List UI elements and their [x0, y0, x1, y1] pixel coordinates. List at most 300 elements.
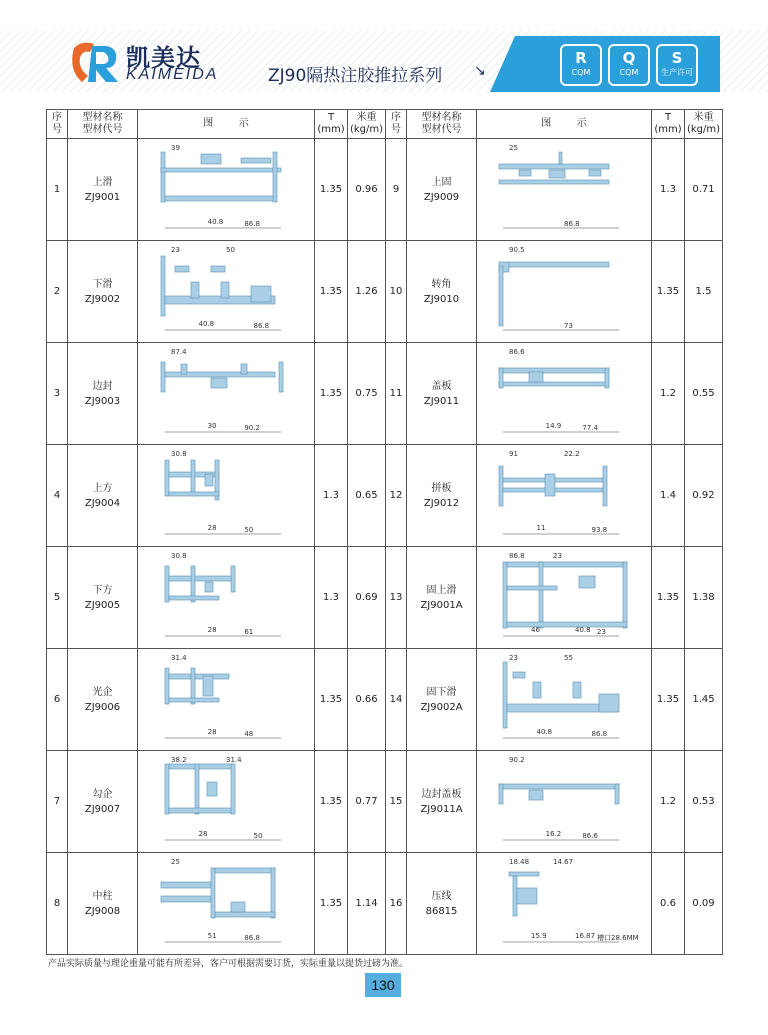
dimension-label: 23: [171, 245, 180, 254]
header-name: [68, 110, 138, 139]
dimension-label: 86.8: [244, 219, 260, 228]
thickness-cell: 1.35: [315, 649, 348, 751]
dimension-label: 40.8: [536, 727, 553, 736]
profile-part: [215, 912, 275, 917]
header-weight: [348, 110, 386, 139]
seq-cell: 5: [47, 547, 68, 649]
dimension-label: 86.8: [509, 551, 525, 560]
profile-part: [231, 566, 235, 592]
dimension-label: 25: [171, 857, 180, 866]
profile-name: 下方: [92, 584, 113, 596]
profile-part: [161, 882, 211, 888]
profile-part: [251, 286, 271, 302]
profile-code: ZJ9011A: [420, 803, 463, 815]
dimension-label: 90.2: [509, 755, 525, 764]
profile-part: [499, 784, 503, 804]
profile-part: [599, 694, 619, 712]
profile-part: [529, 790, 543, 800]
dimension-label: 23: [597, 627, 606, 636]
profile-part: [509, 262, 609, 267]
profile-part: [169, 674, 229, 679]
dimension-label: 38.2: [171, 755, 187, 764]
profile-name: 中柱: [92, 890, 113, 902]
seq-cell: 2: [47, 241, 68, 343]
profile-part: [169, 596, 219, 600]
table-row: [47, 649, 723, 751]
weight-cell: 0.09: [685, 853, 723, 955]
dimension-label: 61: [244, 627, 254, 636]
dimension-label: 50: [226, 245, 235, 254]
profile-part: [559, 152, 562, 164]
profile-part: [589, 170, 601, 176]
profile-part: [529, 372, 543, 382]
profile-code: ZJ9001A: [420, 599, 463, 611]
weight-cell: 0.55: [685, 343, 723, 445]
name-cell: [407, 139, 477, 241]
header-figure-label: 图 示: [541, 118, 587, 129]
profile-part: [499, 180, 609, 184]
profile-drawing: [151, 756, 301, 848]
weight-cell: 0.53: [685, 751, 723, 853]
profile-part: [195, 764, 199, 814]
profile-part: [161, 896, 211, 902]
profile-drawing: [489, 858, 639, 950]
seq-cell: 14: [386, 649, 407, 751]
header-seq-label: 序 号: [52, 112, 62, 135]
profile-code: ZJ9012: [423, 497, 460, 509]
profile-code: ZJ9010: [423, 293, 460, 305]
weight-cell: 0.65: [348, 445, 386, 547]
profile-drawing: [151, 552, 301, 644]
profile-drawing: [489, 144, 639, 236]
dimension-label: 40.8: [207, 217, 224, 226]
profile-part: [605, 368, 609, 388]
weight-cell: 1.26: [348, 241, 386, 343]
dimension-label: 40.8: [198, 319, 215, 328]
dimension-label: 50: [244, 525, 254, 534]
cert-badge-big: S: [671, 49, 683, 67]
profile-part: [201, 154, 221, 164]
header-figure-label: 图 示: [203, 118, 249, 129]
figure-cell: [477, 751, 652, 853]
profile-part: [211, 378, 227, 388]
profile-name: 上滑: [92, 176, 113, 188]
profile-part: [161, 256, 165, 316]
weight-cell: 1.14: [348, 853, 386, 955]
thickness-cell: 1.35: [315, 751, 348, 853]
profile-name: 转角: [431, 278, 452, 290]
profile-part: [279, 362, 283, 392]
dimension-label: 23: [553, 551, 562, 560]
dimension-label: 28: [198, 829, 208, 838]
header-weight: [685, 110, 723, 139]
profile-drawing: [489, 756, 639, 848]
weight-cell: 0.71: [685, 139, 723, 241]
dimension-label: 39: [171, 143, 180, 152]
profile-part: [205, 582, 213, 592]
dimension-label: 86.8: [564, 219, 580, 228]
profile-part: [181, 364, 187, 374]
dimension-label: 30: [207, 421, 217, 430]
seq-cell: 9: [386, 139, 407, 241]
profile-name: 拼板: [431, 482, 452, 494]
profile-part: [207, 782, 217, 796]
weight-cell: 1.38: [685, 547, 723, 649]
profile-code: ZJ9003: [84, 395, 121, 407]
dimension-label: 87.4: [171, 347, 187, 356]
dimension-label: 86.8: [591, 729, 608, 738]
profile-code: 86815: [425, 905, 458, 917]
name-cell: [407, 241, 477, 343]
weight-cell: 0.66: [348, 649, 386, 751]
profile-name: 边封盖板: [421, 788, 462, 800]
profile-part: [165, 566, 169, 602]
dimension-label: 14.67: [553, 857, 574, 866]
table-header-row: [47, 110, 723, 139]
seq-cell: 8: [47, 853, 68, 955]
thickness-cell: 1.35: [652, 241, 685, 343]
profile-name: 下滑: [92, 278, 113, 290]
profile-part: [203, 676, 213, 696]
profile-part: [241, 364, 247, 374]
header-figure: [477, 110, 652, 139]
table-row: [47, 547, 723, 649]
profile-part: [503, 662, 507, 728]
profile-part: [499, 164, 609, 169]
name-cell: [407, 547, 477, 649]
header-t-label: T (mm): [654, 112, 682, 135]
profile-code: ZJ9008: [84, 905, 121, 917]
dimension-label: 40.8: [575, 625, 591, 634]
series-title: ZJ90隔热注胶推拉系列: [268, 66, 443, 86]
profile-part: [507, 622, 627, 627]
profile-code: ZJ9007: [84, 803, 121, 815]
profile-drawing: [151, 654, 301, 746]
profile-part: [191, 282, 199, 298]
weight-cell: 1.5: [685, 241, 723, 343]
profile-drawing: [151, 858, 301, 950]
profile-part: [519, 170, 531, 176]
profile-part: [231, 764, 235, 814]
weight-cell: 1.45: [685, 649, 723, 751]
profile-name: 压线: [431, 890, 452, 902]
profile-name: 边封: [92, 380, 113, 392]
dimension-label: 51: [207, 931, 217, 940]
dimension-label: 46: [531, 625, 540, 634]
dimension-label: 91: [509, 449, 518, 458]
dimension-label: 30.8: [171, 551, 187, 560]
thickness-cell: 1.2: [652, 343, 685, 445]
thickness-cell: 1.3: [652, 139, 685, 241]
dimension-label: 28: [207, 523, 217, 532]
profile-name: 上方: [92, 482, 113, 494]
thickness-cell: 1.35: [652, 547, 685, 649]
dimension-label: 28: [207, 727, 217, 736]
header-weight-label: 米重 (kg/m): [686, 112, 721, 135]
profile-part: [169, 808, 233, 813]
thickness-cell: 1.3: [315, 547, 348, 649]
profile-part: [161, 168, 281, 172]
cert-badge-small: CQM: [619, 68, 639, 77]
header-figure: [138, 110, 315, 139]
name-cell: [68, 343, 138, 445]
profile-code: ZJ9002: [84, 293, 121, 305]
weight-cell: 0.75: [348, 343, 386, 445]
profile-part: [241, 158, 271, 163]
dimension-label: 86.8: [244, 933, 260, 942]
figure-cell: [477, 343, 652, 445]
profile-drawing: [489, 348, 639, 440]
seq-cell: 15: [386, 751, 407, 853]
table-row: [47, 853, 723, 955]
profile-part: [545, 474, 555, 496]
profile-part: [499, 466, 503, 506]
thickness-cell: 0.6: [652, 853, 685, 955]
seq-cell: 4: [47, 445, 68, 547]
name-cell: [68, 241, 138, 343]
profile-part: [191, 460, 195, 496]
profile-part: [603, 466, 607, 506]
dimension-label: 93.8: [591, 525, 608, 534]
header-seq-label: 序 号: [391, 112, 401, 135]
thickness-cell: 1.35: [315, 139, 348, 241]
figure-cell: [138, 853, 315, 955]
header-t-label: T (mm): [317, 112, 345, 135]
profile-part: [169, 698, 219, 702]
name-cell: [68, 853, 138, 955]
dimension-label: 86.6: [509, 347, 525, 356]
figure-cell: [477, 649, 652, 751]
profile-part: [175, 266, 189, 272]
profile-part: [509, 872, 539, 876]
dimension-label: 30.8: [171, 449, 187, 458]
header-weight-label: 米重 (kg/m): [349, 112, 384, 135]
header-seq: [386, 110, 407, 139]
profile-part: [503, 562, 507, 628]
name-cell: [407, 751, 477, 853]
name-cell: [407, 445, 477, 547]
dimension-label: 15.9: [531, 931, 547, 940]
profile-name: 上固: [431, 176, 452, 188]
figure-cell: [138, 139, 315, 241]
figure-cell: [138, 547, 315, 649]
thickness-cell: 1.4: [652, 445, 685, 547]
header-name-label: 型材名称 型材代号: [421, 112, 462, 135]
profile-part: [579, 576, 595, 588]
brand-name-cn: 凯美达: [126, 44, 201, 72]
profile-name: 固下滑: [426, 686, 457, 698]
dimension-label: 86.8: [253, 321, 270, 330]
profile-part: [161, 362, 165, 392]
page-number: 130: [365, 973, 401, 997]
profile-part: [169, 764, 233, 769]
dimension-label: 90.5: [509, 245, 525, 254]
profile-part: [273, 152, 277, 202]
profile-table: [46, 109, 722, 951]
figure-cell: [138, 751, 315, 853]
profile-part: [573, 682, 581, 698]
weight-cell: 0.69: [348, 547, 386, 649]
profile-code: ZJ9004: [84, 497, 121, 509]
profile-part: [231, 902, 245, 912]
profile-part: [161, 152, 165, 202]
thickness-cell: 1.35: [315, 241, 348, 343]
cert-badge-big: R: [575, 49, 587, 67]
profile-part: [165, 764, 169, 814]
dimension-label: 18.48: [509, 857, 530, 866]
dimension-label: 槽口28.6MM: [597, 933, 639, 942]
cert-badge-small: CQM: [571, 68, 591, 77]
name-cell: [68, 139, 138, 241]
figure-cell: [477, 241, 652, 343]
header-t: [315, 110, 348, 139]
profile-part: [211, 266, 225, 272]
dimension-label: 25: [509, 143, 518, 152]
name-cell: [68, 445, 138, 547]
dimension-label: 16.2: [545, 829, 562, 838]
seq-cell: 16: [386, 853, 407, 955]
profile-name: 固上滑: [426, 584, 457, 596]
cert-badge-qs-icon: [656, 44, 698, 86]
figure-cell: [477, 547, 652, 649]
thickness-cell: 1.3: [315, 445, 348, 547]
dimension-label: 86.6: [582, 831, 598, 840]
table-row: [47, 343, 723, 445]
profile-name: 盖板: [431, 380, 452, 392]
profile-code: ZJ9001: [84, 191, 121, 203]
profile-name: 勾企: [92, 788, 113, 800]
profile-part: [499, 368, 503, 388]
profile-part: [499, 368, 609, 373]
thickness-cell: 1.2: [652, 751, 685, 853]
dimension-label: 28: [207, 625, 217, 634]
profile-part: [499, 382, 609, 386]
thickness-cell: 1.35: [315, 343, 348, 445]
figure-cell: [138, 649, 315, 751]
figure-cell: [477, 853, 652, 955]
profile-name: 光企: [92, 686, 113, 698]
profile-part: [513, 672, 525, 678]
seq-cell: 6: [47, 649, 68, 751]
page-header: [0, 0, 768, 100]
figure-cell: [477, 139, 652, 241]
cert-badge-q-icon: [608, 44, 650, 86]
seq-cell: 10: [386, 241, 407, 343]
dimension-label: 55: [564, 653, 573, 662]
cert-badge-small: 生产许可: [661, 68, 693, 77]
dimension-label: 50: [253, 831, 263, 840]
name-cell: [68, 547, 138, 649]
name-cell: [407, 649, 477, 751]
profile-code: ZJ9009: [423, 191, 460, 203]
dimension-label: 48: [244, 729, 254, 738]
profile-drawing: [489, 654, 639, 746]
profile-drawing: [489, 552, 639, 644]
dimension-label: 11: [536, 523, 546, 532]
profile-drawing: [489, 246, 639, 338]
seq-cell: 7: [47, 751, 68, 853]
profile-drawing: [489, 450, 639, 542]
profile-part: [539, 562, 543, 628]
table-row: [47, 139, 723, 241]
seq-cell: 3: [47, 343, 68, 445]
table-row: [47, 751, 723, 853]
profile-part: [271, 868, 275, 918]
profile-part: [165, 668, 169, 704]
figure-cell: [477, 445, 652, 547]
name-cell: [407, 853, 477, 955]
cert-badge-big: Q: [622, 49, 636, 67]
dimension-label: 14.9: [545, 421, 562, 430]
profile-part: [533, 682, 541, 698]
profile-code: ZJ9011: [423, 395, 460, 407]
weight-cell: 0.96: [348, 139, 386, 241]
name-cell: [407, 343, 477, 445]
dimension-label: 16.87: [575, 931, 596, 940]
table-row: [47, 241, 723, 343]
profile-drawing: [151, 144, 301, 236]
figure-cell: [138, 343, 315, 445]
header-t: [652, 110, 685, 139]
dimension-label: 31.4: [171, 653, 187, 662]
seq-cell: 11: [386, 343, 407, 445]
name-cell: [68, 649, 138, 751]
profile-part: [165, 196, 275, 201]
table-row: [47, 445, 723, 547]
profile-part: [507, 562, 627, 567]
weight-cell: 0.77: [348, 751, 386, 853]
profile-drawing: [151, 348, 301, 440]
profile-drawing: [151, 450, 301, 542]
figure-cell: [138, 445, 315, 547]
cert-badge-r-icon: [560, 44, 602, 86]
footnote: 产品实际质量与理论重量可能有所差异，客户可根据需要订货，实际重量以提货过磅为准。: [48, 959, 409, 969]
figure-cell: [138, 241, 315, 343]
name-cell: [68, 751, 138, 853]
kaimeida-logo: [68, 40, 124, 86]
profile-part: [499, 784, 619, 789]
dimension-label: 22.2: [564, 449, 580, 458]
dimension-label: 73: [564, 321, 573, 330]
profile-drawing: [151, 246, 301, 338]
dimension-label: 90.2: [244, 423, 260, 432]
profile-code: ZJ9006: [84, 701, 121, 713]
dimension-label: 77.4: [582, 423, 598, 432]
profile-part: [169, 492, 219, 496]
profile-part: [215, 868, 275, 873]
profile-code: ZJ9005: [84, 599, 121, 611]
profile-part: [499, 266, 503, 326]
dimension-label: 23: [509, 653, 518, 662]
profile-part: [615, 784, 619, 804]
profile-part: [165, 460, 169, 496]
weight-cell: 0.92: [685, 445, 723, 547]
thickness-cell: 1.35: [315, 853, 348, 955]
dimension-label: 31.4: [226, 755, 242, 764]
seq-cell: 12: [386, 445, 407, 547]
brand-name-en: KAIMEIDA: [126, 66, 219, 83]
profile-part: [507, 586, 557, 590]
header-seq: [47, 110, 68, 139]
profile-part: [221, 282, 229, 298]
arrow-icon: ↘: [474, 63, 486, 79]
profile-part: [169, 576, 233, 581]
seq-cell: 1: [47, 139, 68, 241]
profile-part: [517, 888, 537, 904]
profile-part: [623, 562, 627, 628]
profile-part: [211, 868, 215, 918]
profile-part: [513, 876, 517, 916]
